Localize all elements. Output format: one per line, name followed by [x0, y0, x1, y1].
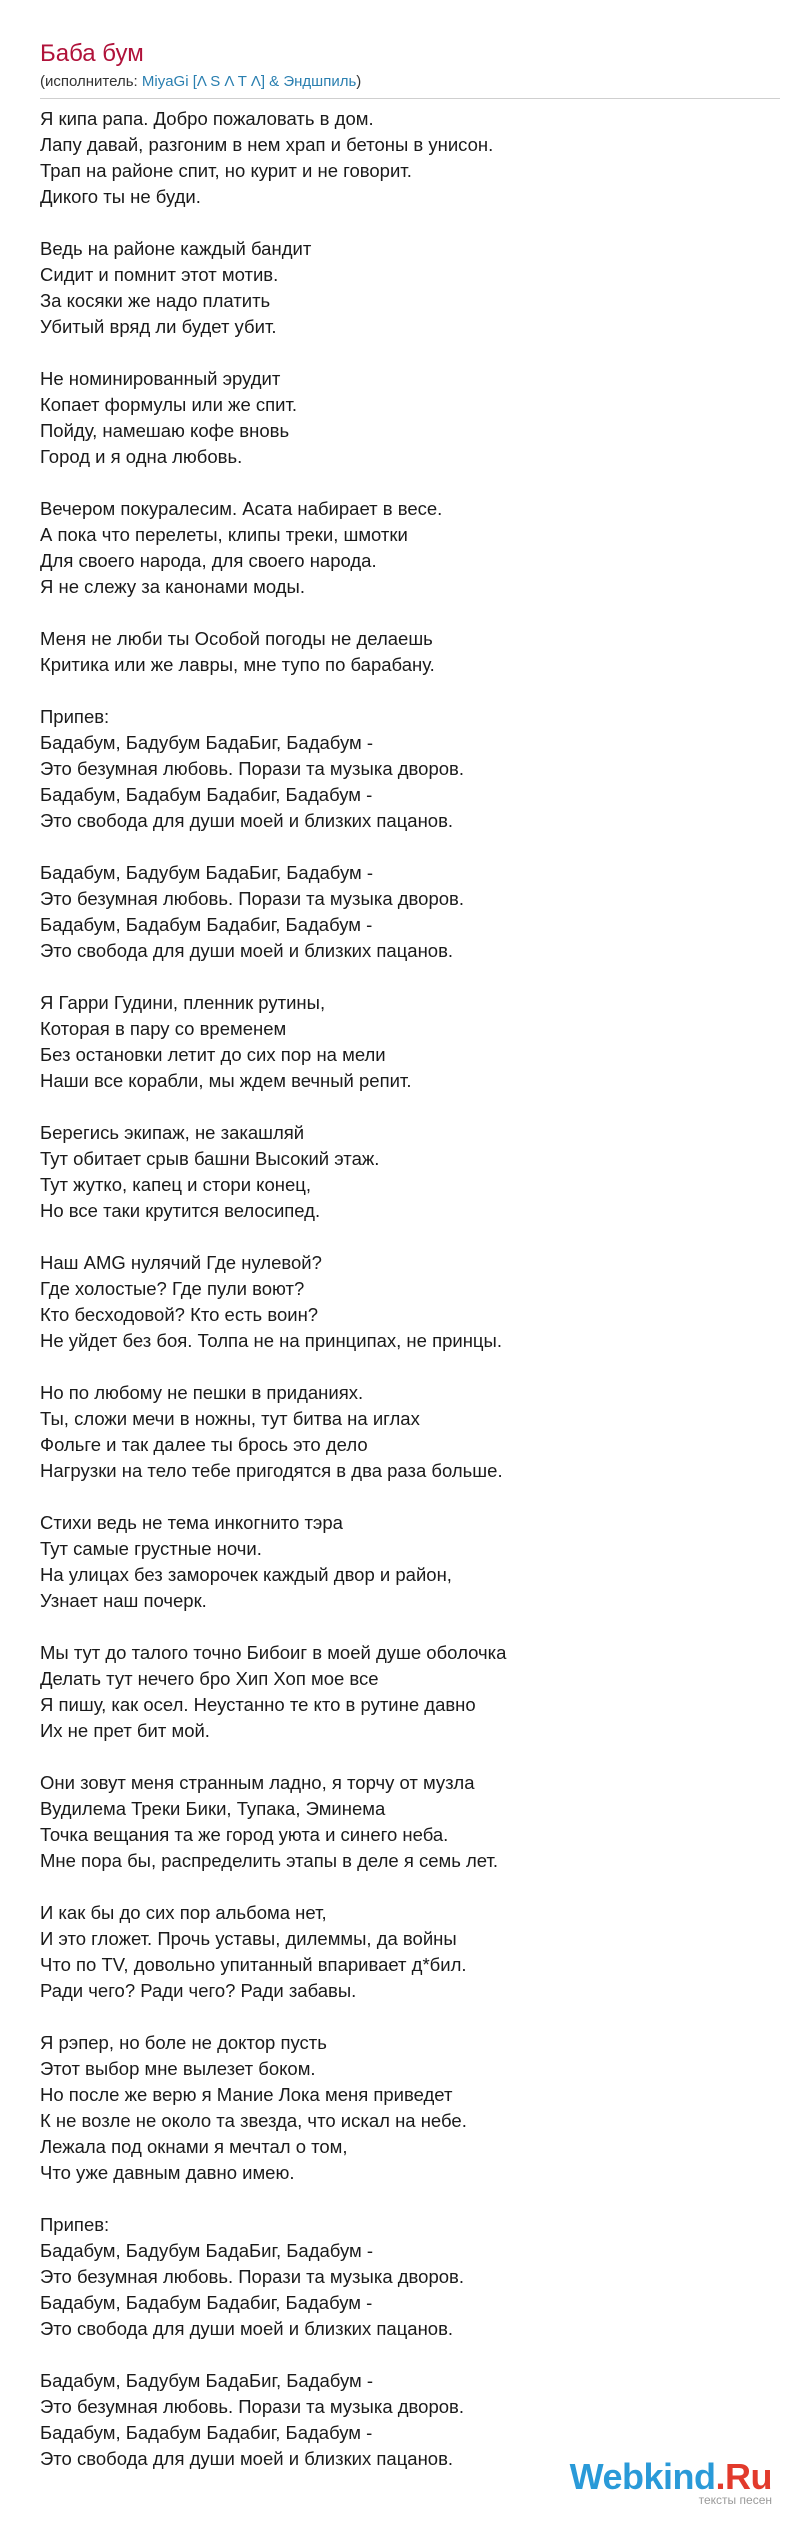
song-header [40, 40, 780, 92]
lyric-line: Дикого ты не буди. [40, 186, 201, 207]
lyric-line: Копает формулы или же спит. [40, 394, 298, 415]
lyric-line [40, 470, 780, 496]
lyric-line: Это безумная любовь. Порази та музыка дворов. [40, 2396, 465, 2417]
lyric-line: Это свобода для души моей и близких пацанов. [40, 810, 454, 831]
lyric-line: Не номинированный эрудит [40, 368, 281, 389]
lyric-line: Меня не люби ты Особой погоды не делаешь [40, 628, 433, 649]
lyric-line: Бадабум, Бадабум Бадабиг, Бадабум - [40, 914, 373, 935]
lyric-line: На улицах без заморочек каждый двор и район, [40, 1564, 452, 1585]
lyric-line: Город и я одна любовь. [40, 446, 243, 467]
artist-line [40, 72, 780, 92]
site-watermark [570, 2458, 772, 2506]
header-divider [40, 98, 780, 99]
lyric-line: Это свобода для души моей и близких пацанов. [40, 2448, 454, 2469]
lyric-line [40, 1614, 780, 1640]
lyric-line: Стихи ведь не тема инкогнито тэра [40, 1512, 343, 1533]
lyric-line: Ведь на районе каждый бандит [40, 238, 312, 259]
lyric-line: Это безумная любовь. Порази та музыка дворов. [40, 888, 465, 909]
lyric-line: Бадабум, Бадабум Бадабиг, Бадабум - [40, 2422, 373, 2443]
lyric-line [40, 2004, 780, 2030]
song-title: Баба бум [40, 40, 144, 67]
artist-links[interactable]: MiyaGi [Λ S Λ T Λ] & Эндшпиль [141, 73, 357, 90]
lyric-line: Трап на районе спит, но курит и не говорит. [40, 160, 412, 181]
lyric-line: Я пишу, как осел. Неустанно те кто в рутине давно [40, 1694, 476, 1715]
lyric-line: Сидит и помнит этот мотив. [40, 264, 279, 285]
lyric-line: Узнает наш почерк. [40, 1590, 207, 1611]
lyric-line: Лежала под окнами я мечтал о том, [40, 2136, 348, 2157]
lyric-line: Бадабум, Бадубум БадаБиг, Бадабум - [40, 2370, 374, 2391]
lyric-line: Фольге и так далее ты брось это дело [40, 1434, 368, 1455]
lyric-line: Припев: [40, 706, 110, 727]
lyric-line: Бадабум, Бадубум БадаБиг, Бадабум - [40, 732, 374, 753]
lyric-line: Ты, сложи мечи в ножны, тут битва на иглах [40, 1408, 420, 1429]
lyric-line: Точка вещания та же город уюта и синего неба. [40, 1824, 449, 1845]
lyric-line: Это свобода для души моей и близких пацанов. [40, 940, 454, 961]
lyric-line: Ради чего? Ради чего? Ради забавы. [40, 1980, 357, 2001]
lyric-line: Пойду, намешаю кофе вновь [40, 420, 290, 441]
lyric-line: Мы тут до талого точно Бибоиг в моей душе оболочка [40, 1642, 507, 1663]
lyric-line: Нагрузки на тело тебе пригодятся в два раза больше. [40, 1460, 503, 1481]
watermark-tagline: тексты песен [698, 2493, 772, 2507]
lyric-line [40, 964, 780, 990]
lyric-line: Это безумная любовь. Порази та музыка дворов. [40, 758, 465, 779]
lyric-line: Где холостые? Где пули воют? [40, 1278, 305, 1299]
lyric-line: И как бы до сих пор альбома нет, [40, 1902, 327, 1923]
lyric-line: Наш AMG нулячий Где нулевой? [40, 1252, 322, 1273]
lyric-line: Бадабум, Бадубум БадаБиг, Бадабум - [40, 862, 374, 883]
lyric-line: Припев: [40, 2214, 110, 2235]
lyric-line [40, 600, 780, 626]
lyric-line: Не уйдет без боя. Толпа не на принципах, не принцы. [40, 1330, 502, 1351]
lyric-line: Которая в пару со временем [40, 1018, 287, 1039]
lyric-line: Бадабум, Бадабум Бадабиг, Бадабум - [40, 784, 373, 805]
lyric-line [40, 678, 780, 704]
lyric-line: Критика или же лавры, мне тупо по барабану. [40, 654, 435, 675]
lyric-line: Убитый вряд ли будет убит. [40, 316, 277, 337]
lyric-line [40, 1874, 780, 1900]
lyric-line: Без остановки летит до сих пор на мели [40, 1044, 386, 1065]
lyric-line: Берегись экипаж, не закашляй [40, 1122, 305, 1143]
lyric-line [40, 1094, 780, 1120]
watermark-logo [570, 2458, 772, 2496]
lyric-line: Я кипа рапа. Добро пожаловать в дом. [40, 108, 374, 129]
lyric-line [40, 1354, 780, 1380]
lyric-line [40, 834, 780, 860]
lyric-line: Я рэпер, но боле не доктор пусть [40, 2032, 327, 2053]
lyric-line: Тут обитает срыв башни Высокий этаж. [40, 1148, 380, 1169]
lyric-line: Но после же верю я Мание Лока меня приведет [40, 2084, 453, 2105]
lyric-line: Тут жутко, капец и стори конец, [40, 1174, 312, 1195]
lyric-line [40, 2342, 780, 2368]
lyric-line [40, 340, 780, 366]
lyric-line [40, 210, 780, 236]
lyric-line: Лапу давай, разгоним в нем храп и бетоны в унисон. [40, 134, 494, 155]
lyric-line: И это гложет. Прочь уставы, дилеммы, да войны [40, 1928, 457, 1949]
lyric-line: Я не слежу за канонами моды. [40, 576, 305, 597]
artist-prefix: (исполнитель: [40, 73, 142, 90]
lyric-line: Для своего народа, для своего народа. [40, 550, 377, 571]
lyric-line: К не возле не около та звезда, что искал на небе. [40, 2110, 467, 2131]
lyric-line: За косяки же надо платить [40, 290, 271, 311]
lyric-line: А пока что перелеты, клипы треки, шмотки [40, 524, 408, 545]
lyric-line: Это свобода для души моей и близких пацанов. [40, 2318, 454, 2339]
lyric-line: Их не прет бит мой. [40, 1720, 210, 1741]
lyric-line: Бадабум, Бадабум Бадабиг, Бадабум - [40, 2292, 373, 2313]
lyric-line: Вечером покуралесим. Асата набирает в весе. [40, 498, 443, 519]
lyric-line: Это безумная любовь. Порази та музыка дворов. [40, 2266, 465, 2287]
lyric-line: Я Гарри Гудини, пленник рутины, [40, 992, 326, 1013]
lyric-line: Вудилема Треки Бики, Тупака, Эминема [40, 1798, 386, 1819]
lyric-line: Делать тут нечего бро Хип Хоп мое все [40, 1668, 379, 1689]
lyric-line [40, 1484, 780, 1510]
lyric-line: Но по любому не пешки в приданиях. [40, 1382, 364, 1403]
lyric-line: Что уже давным давно имею. [40, 2162, 295, 2183]
watermark-name: Webkind [569, 2456, 716, 2497]
lyric-line: Но все таки крутится велосипед. [40, 1200, 321, 1221]
lyrics-body [40, 106, 780, 2472]
lyric-line: Кто бесходовой? Кто есть воин? [40, 1304, 319, 1325]
lyric-line: Они зовут меня странным ладно, я торчу от музла [40, 1772, 475, 1793]
lyric-line: Этот выбор мне вылезет боком. [40, 2058, 316, 2079]
lyric-line [40, 1224, 780, 1250]
watermark-tld: .Ru [715, 2456, 772, 2497]
lyric-line: Мне пора бы, распределить этапы в деле я семь лет. [40, 1850, 499, 1871]
artist-suffix: ) [356, 73, 362, 90]
lyric-line [40, 1744, 780, 1770]
lyric-line: Что по TV, довольно упитанный впаривает д*бил. [40, 1954, 467, 1975]
lyric-line: Наши все корабли, мы ждем вечный репит. [40, 1070, 412, 1091]
lyric-line: Тут самые грустные ночи. [40, 1538, 262, 1559]
lyric-line: Бадабум, Бадубум БадаБиг, Бадабум - [40, 2240, 374, 2261]
lyric-line [40, 2186, 780, 2212]
